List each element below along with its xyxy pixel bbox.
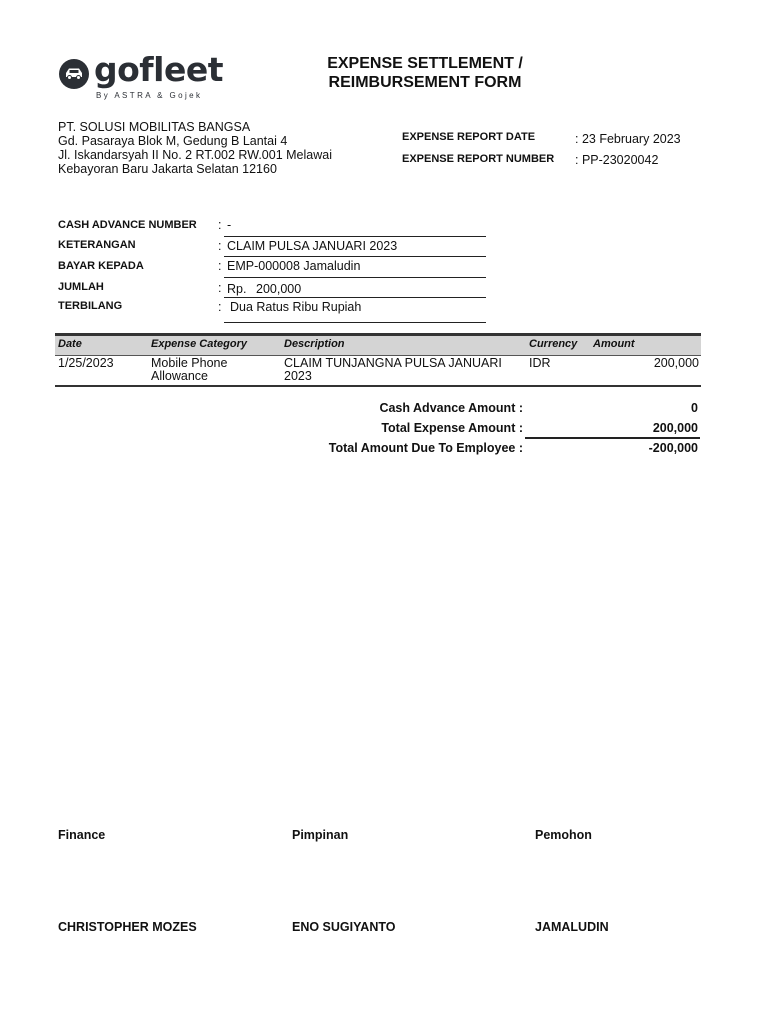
cash-advance-value: - bbox=[227, 218, 232, 232]
header-currency: Currency bbox=[529, 338, 578, 350]
terbilang-label: TERBILANG bbox=[58, 300, 123, 312]
totals-rule bbox=[525, 437, 700, 439]
total-expense-amount-label: Total Expense Amount : bbox=[381, 421, 523, 435]
company-address-line2: Jl. Iskandarsyah II No. 2 RT.002 RW.001 Melawai bbox=[58, 148, 332, 162]
signature-role-pimpinan: Pimpinan bbox=[292, 828, 349, 842]
row-currency: IDR bbox=[529, 356, 551, 370]
table-bottom-rule bbox=[55, 385, 701, 387]
amount-due-value: -200,000 bbox=[648, 441, 698, 455]
row-category-line1: Mobile Phone bbox=[151, 356, 228, 370]
cash-advance-amount-value: 0 bbox=[691, 401, 698, 415]
jumlah-label: JUMLAH bbox=[58, 281, 104, 293]
bayar-kepada-value: EMP-000008 Jamaludin bbox=[227, 259, 361, 273]
terbilang-colon: : bbox=[218, 300, 222, 314]
keterangan-label: KETERANGAN bbox=[58, 239, 136, 251]
terbilang-value: Dua Ratus Ribu Rupiah bbox=[230, 300, 362, 314]
company-address-line1: Gd. Pasaraya Blok M, Gedung B Lantai 4 bbox=[58, 134, 288, 148]
row-description-line1: CLAIM TUNJANGNA PULSA JANUARI bbox=[284, 356, 502, 370]
keterangan-underline bbox=[224, 256, 486, 257]
jumlah-underline bbox=[224, 297, 486, 298]
cash-advance-amount-label: Cash Advance Amount : bbox=[379, 401, 523, 415]
signature-role-pemohon: Pemohon bbox=[535, 828, 592, 842]
company-address-block bbox=[58, 120, 332, 176]
total-expense-amount-value: 200,000 bbox=[652, 421, 698, 435]
bayar-kepada-colon: : bbox=[218, 259, 222, 273]
logo-wordmark: gofleet bbox=[94, 50, 223, 89]
row-category-line2: Allowance bbox=[151, 369, 208, 383]
car-icon bbox=[58, 58, 90, 90]
row-category bbox=[151, 357, 227, 383]
header-expense-category: Expense Category bbox=[151, 338, 247, 350]
signature-name-finance: CHRISTOPHER MOZES bbox=[58, 920, 197, 934]
row-date: 1/25/2023 bbox=[58, 356, 114, 370]
company-name: PT. SOLUSI MOBILITAS BANGSA bbox=[58, 120, 251, 134]
cash-advance-underline bbox=[224, 236, 486, 237]
report-date-label: EXPENSE REPORT DATE bbox=[402, 131, 536, 143]
cash-advance-colon: : bbox=[218, 218, 222, 232]
cash-advance-label: CASH ADVANCE NUMBER bbox=[58, 219, 197, 231]
header-description: Description bbox=[284, 338, 345, 350]
amount-due-label: Total Amount Due To Employee : bbox=[328, 441, 523, 455]
header-date: Date bbox=[58, 338, 82, 350]
signature-name-pemohon: JAMALUDIN bbox=[535, 920, 609, 934]
jumlah-value: 200,000 bbox=[256, 282, 302, 296]
signature-role-finance: Finance bbox=[58, 828, 106, 842]
row-amount: 200,000 bbox=[653, 356, 699, 370]
jumlah-currency: Rp. bbox=[227, 282, 247, 296]
report-date-value: : 23 February 2023 bbox=[575, 132, 681, 146]
company-address-line3: Kebayoran Baru Jakarta Selatan 12160 bbox=[58, 162, 277, 176]
table-header-row bbox=[55, 336, 701, 355]
report-number-value: : PP-23020042 bbox=[575, 153, 659, 167]
form-title-line2: REIMBURSEMENT FORM bbox=[328, 74, 522, 91]
form-title bbox=[290, 54, 560, 92]
form-title-line1: EXPENSE SETTLEMENT / bbox=[327, 55, 523, 72]
signature-name-pimpinan: ENO SUGIYANTO bbox=[292, 920, 396, 934]
row-description bbox=[284, 357, 502, 383]
header-amount: Amount bbox=[593, 338, 635, 350]
bayar-kepada-label: BAYAR KEPADA bbox=[58, 260, 144, 272]
report-number-label: EXPENSE REPORT NUMBER bbox=[402, 153, 555, 165]
keterangan-value: CLAIM PULSA JANUARI 2023 bbox=[227, 239, 398, 253]
bayar-kepada-underline bbox=[224, 277, 486, 278]
terbilang-underline bbox=[224, 322, 486, 323]
keterangan-colon: : bbox=[218, 239, 222, 253]
row-description-line2: 2023 bbox=[284, 369, 312, 383]
logo-tagline: By ASTRA & Gojek bbox=[96, 91, 203, 100]
company-logo bbox=[58, 50, 228, 102]
jumlah-colon: : bbox=[218, 281, 222, 295]
